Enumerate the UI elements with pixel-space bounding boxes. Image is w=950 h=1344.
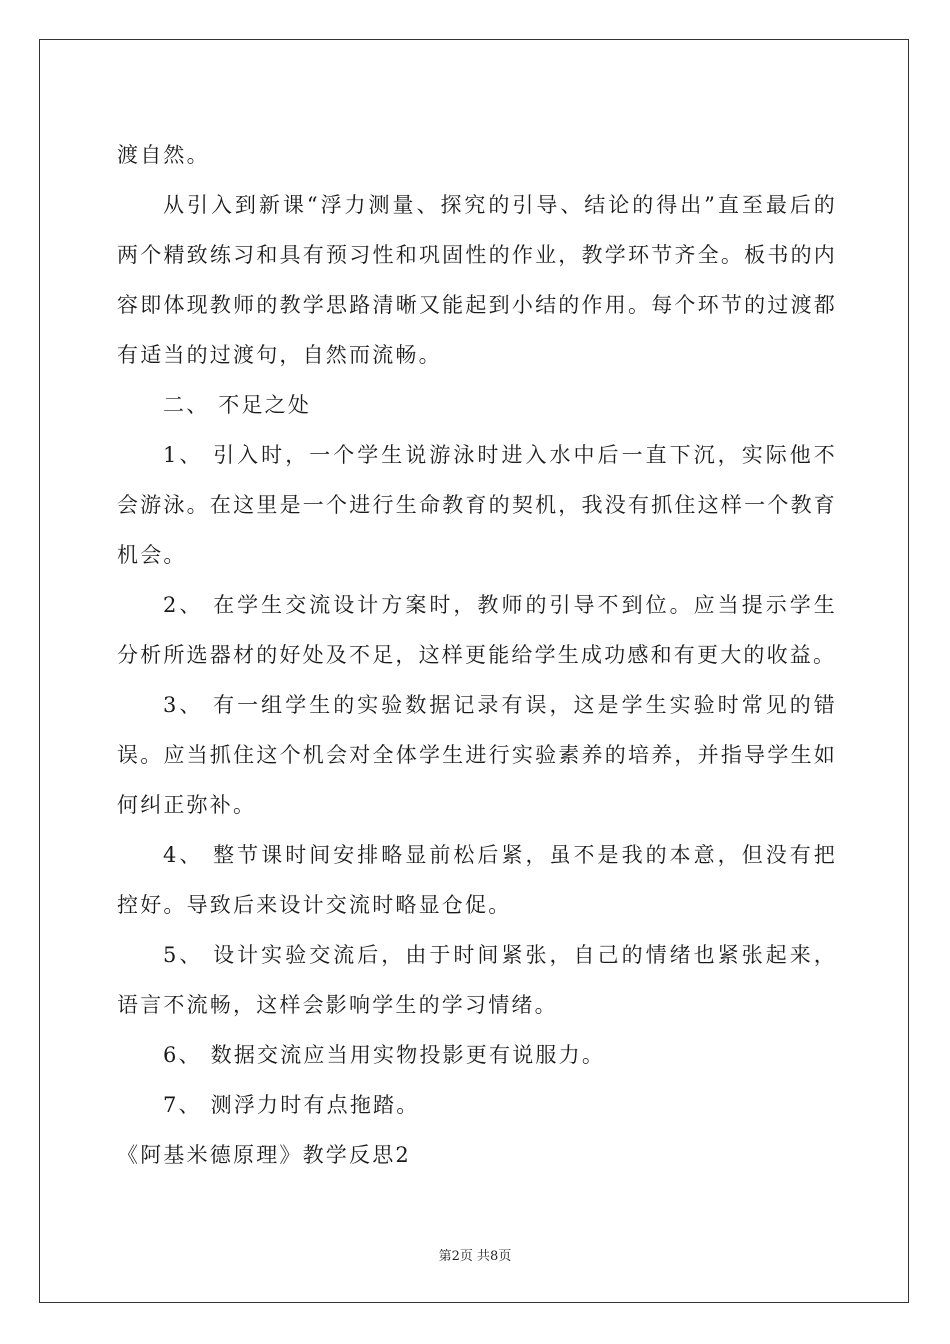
document-body <box>117 130 837 1180</box>
section-heading-shortcomings: 二、 不足之处 <box>163 393 312 417</box>
list-item-3: 3、 有一组学生的实验数据记录有误，这是学生实验时常见的错误。应当抓住这个机会对全体学生进行实验素养的培养，并指导学生如何纠正弥补。 <box>117 693 837 817</box>
list-item-2: 2、 在学生交流设计方案时，教师的引导不到位。应当提示学生分析所选器材的好处及不足，这样更能给学生成功感和有更大的收益。 <box>117 593 837 667</box>
page-footer: 第2页 共8页 <box>438 1249 512 1264</box>
list-item-4: 4、 整节课时间安排略显前松后紧，虽不是我的本意，但没有把控好。导致后来设计交流时略显仓促。 <box>117 843 837 917</box>
list-item-6: 6、 数据交流应当用实物投影更有说服力。 <box>163 1043 606 1067</box>
list-item-1: 1、 引入时，一个学生说游泳时进入水中后一直下沉，实际他不会游泳。在这里是一个进行生命教育的契机，我没有抓住这样一个教育机会。 <box>117 443 837 567</box>
list-item-7: 7、 测浮力时有点拖踏。 <box>163 1093 420 1117</box>
paragraph-advantages-summary: 从引入到新课“浮力测量、探究的引导、结论的得出”直至最后的两个精致练习和具有预习性和巩固性的作业，教学环节齐全。板书的内容即体现教师的教学思路清晰又能起到小结的作用。每个环节的过渡都有适当的过渡句，自然而流畅。 <box>117 193 837 367</box>
paragraph-continuation: 渡自然。 <box>117 143 210 167</box>
next-section-title: 《阿基米德原理》教学反思2 <box>117 1143 411 1167</box>
list-item-5: 5、 设计实验交流后，由于时间紧张，自己的情绪也紧张起来，语言不流畅，这样会影响学生的学习情绪。 <box>117 943 837 1017</box>
